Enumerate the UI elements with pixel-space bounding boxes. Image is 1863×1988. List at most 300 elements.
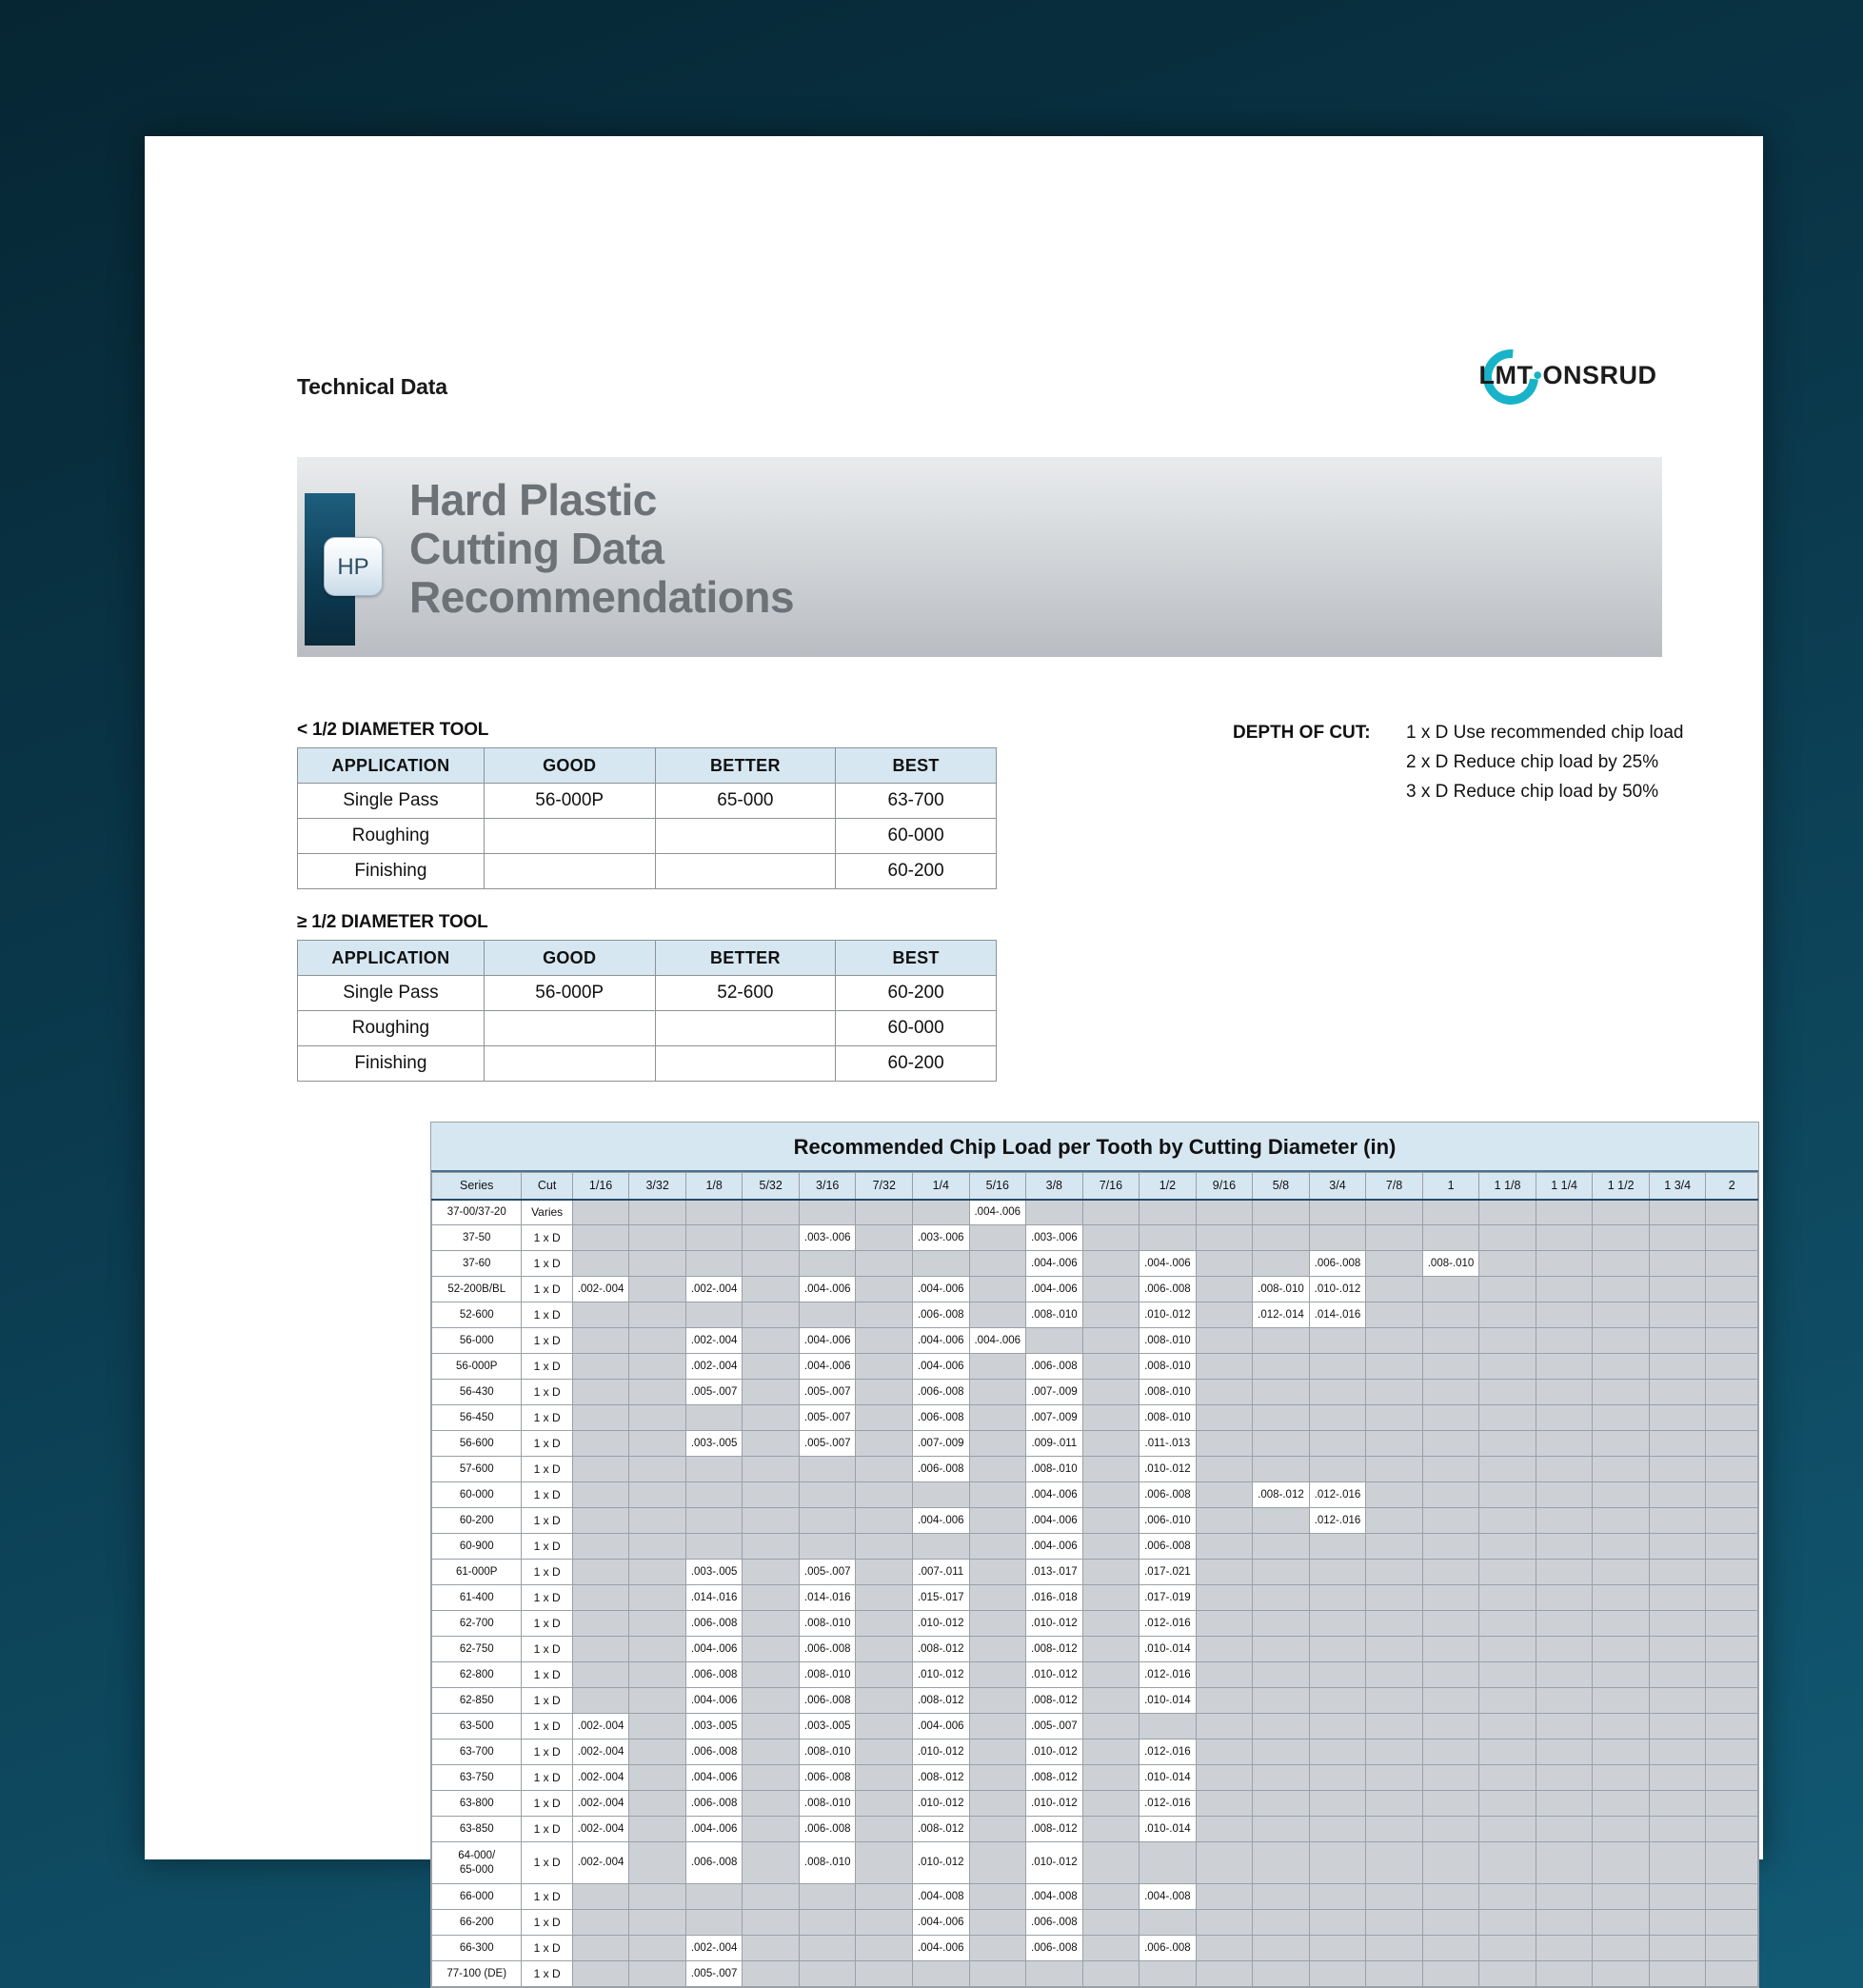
chip-load-empty-cell	[1536, 1688, 1593, 1714]
chip-load-value-cell: .004-.006	[685, 1688, 743, 1714]
chip-load-empty-cell	[1422, 1765, 1479, 1791]
chip-column-header: 1	[1422, 1173, 1479, 1200]
chip-load-empty-cell	[1196, 1740, 1253, 1765]
chip-load-empty-cell	[1253, 1405, 1310, 1431]
banner-title-line-1: Hard Plastic	[409, 475, 657, 525]
value-cell	[655, 819, 836, 854]
chip-load-empty-cell	[629, 1354, 686, 1380]
chip-load-value-cell: .006-.008	[1026, 1354, 1083, 1380]
chip-load-empty-cell	[969, 1482, 1026, 1508]
chip-load-empty-cell	[1196, 1508, 1253, 1534]
chip-load-value-cell: .008-.012	[913, 1637, 970, 1662]
chip-load-empty-cell	[1536, 1508, 1593, 1534]
chip-load-empty-cell	[856, 1585, 913, 1611]
chip-load-empty-cell	[1536, 1740, 1593, 1765]
chip-load-row	[432, 1277, 1758, 1302]
chip-load-empty-cell	[856, 1380, 913, 1405]
chip-load-empty-cell	[1479, 1508, 1536, 1534]
chip-load-empty-cell	[572, 1884, 629, 1910]
chip-load-empty-cell	[1422, 1482, 1479, 1508]
chip-load-empty-cell	[1253, 1936, 1310, 1961]
chip-load-empty-cell	[629, 1251, 686, 1277]
chip-load-empty-cell	[1479, 1457, 1536, 1482]
chip-load-value-cell: .004-.006	[913, 1910, 970, 1936]
chip-load-empty-cell	[1082, 1225, 1140, 1251]
chip-load-empty-cell	[1536, 1482, 1593, 1508]
chip-load-empty-cell	[743, 1740, 800, 1765]
chip-load-empty-cell	[685, 1225, 743, 1251]
chip-load-empty-cell	[1366, 1431, 1423, 1457]
series-cell: 66-000	[432, 1884, 522, 1910]
chip-load-empty-cell	[743, 1560, 800, 1585]
chip-load-empty-cell	[1196, 1482, 1253, 1508]
chip-load-empty-cell	[1196, 1884, 1253, 1910]
chip-load-empty-cell	[1309, 1688, 1366, 1714]
depth-of-cut-line-2: 2 x D Reduce chip load by 25%	[1406, 751, 1659, 772]
chip-load-empty-cell	[856, 1277, 913, 1302]
chip-load-empty-cell	[1593, 1200, 1650, 1225]
chip-load-value-cell: .006-.008	[913, 1405, 970, 1431]
chip-load-empty-cell	[1706, 1714, 1758, 1740]
chip-column-header: 9/16	[1196, 1173, 1253, 1200]
chip-load-empty-cell	[1706, 1791, 1758, 1817]
chip-load-empty-cell	[1082, 1714, 1140, 1740]
chip-load-value-cell: .012-.016	[1140, 1662, 1197, 1688]
chip-load-empty-cell	[1422, 1884, 1479, 1910]
cut-cell: 1 x D	[522, 1380, 572, 1405]
chip-load-empty-cell	[1366, 1225, 1423, 1251]
chip-load-empty-cell	[1196, 1961, 1253, 1987]
chip-load-empty-cell	[1536, 1714, 1593, 1740]
chip-load-empty-cell	[1082, 1457, 1140, 1482]
column-header-good: GOOD	[484, 748, 655, 784]
chip-load-empty-cell	[1253, 1884, 1310, 1910]
chip-load-empty-cell	[969, 1765, 1026, 1791]
chip-load-empty-cell	[1366, 1482, 1423, 1508]
chip-load-row	[432, 1688, 1758, 1714]
chip-load-empty-cell	[1140, 1961, 1197, 1987]
chip-load-empty-cell	[1649, 1380, 1706, 1405]
chip-load-empty-cell	[572, 1534, 629, 1560]
chip-load-empty-cell	[1026, 1200, 1083, 1225]
chip-column-header: Series	[432, 1173, 522, 1200]
chip-load-empty-cell	[629, 1457, 686, 1482]
chip-load-empty-cell	[1082, 1740, 1140, 1765]
chip-load-empty-cell	[969, 1740, 1026, 1765]
chip-load-value-cell: .012-.016	[1140, 1740, 1197, 1765]
chip-load-value-cell: .009-.011	[1026, 1431, 1083, 1457]
chip-load-empty-cell	[1309, 1200, 1366, 1225]
chip-load-empty-cell	[629, 1482, 686, 1508]
chip-column-header: 7/8	[1366, 1173, 1423, 1200]
chip-load-value-cell: .002-.004	[572, 1714, 629, 1740]
series-cell: 62-800	[432, 1662, 522, 1688]
value-cell: 56-000P	[484, 784, 655, 819]
chip-load-value-cell: .003-.005	[685, 1560, 743, 1585]
chip-load-empty-cell	[629, 1380, 686, 1405]
chip-column-header: 1 1/2	[1593, 1173, 1650, 1200]
series-cell: 56-430	[432, 1380, 522, 1405]
chip-load-empty-cell	[856, 1354, 913, 1380]
chip-load-empty-cell	[572, 1380, 629, 1405]
series-cell: 62-700	[432, 1611, 522, 1637]
chip-load-empty-cell	[1593, 1740, 1650, 1765]
chip-load-empty-cell	[743, 1302, 800, 1328]
chip-load-row	[432, 1251, 1758, 1277]
chip-load-value-cell: .004-.006	[1140, 1251, 1197, 1277]
chip-load-value-cell: .005-.007	[799, 1431, 856, 1457]
chip-load-empty-cell	[1706, 1200, 1758, 1225]
chip-load-empty-cell	[1309, 1560, 1366, 1585]
chip-load-value-cell: .004-.008	[1026, 1884, 1083, 1910]
chip-load-value-cell: .014-.016	[685, 1585, 743, 1611]
table-row	[298, 1046, 997, 1082]
chip-load-empty-cell	[1422, 1714, 1479, 1740]
chip-load-row	[432, 1302, 1758, 1328]
chip-load-empty-cell	[969, 1884, 1026, 1910]
table-row	[298, 1011, 997, 1046]
chip-load-empty-cell	[1649, 1740, 1706, 1765]
chip-load-value-cell: .004-.006	[685, 1817, 743, 1842]
value-cell	[655, 854, 836, 889]
chip-load-empty-cell	[1082, 1302, 1140, 1328]
chip-load-value-cell: .004-.008	[1140, 1884, 1197, 1910]
chip-load-empty-cell	[743, 1662, 800, 1688]
chip-load-empty-cell	[1196, 1225, 1253, 1251]
chip-load-empty-cell	[1309, 1817, 1366, 1842]
chip-load-value-cell: .005-.007	[685, 1961, 743, 1987]
chip-load-empty-cell	[629, 1534, 686, 1560]
logo-text-onsrud: ONSRUD	[1542, 361, 1657, 389]
chip-load-value-cell: .003-.006	[1026, 1225, 1083, 1251]
chip-load-empty-cell	[1649, 1251, 1706, 1277]
chip-load-empty-cell	[1593, 1961, 1650, 1987]
chip-load-empty-cell	[1593, 1482, 1650, 1508]
chip-load-value-cell: .016-.018	[1026, 1585, 1083, 1611]
chip-load-empty-cell	[1309, 1431, 1366, 1457]
chip-load-empty-cell	[743, 1961, 800, 1987]
value-cell: 52-600	[655, 976, 836, 1011]
chip-load-empty-cell	[1253, 1842, 1310, 1884]
chip-load-value-cell: .004-.006	[913, 1936, 970, 1961]
chip-load-empty-cell	[1422, 1328, 1479, 1354]
chip-load-empty-cell	[1593, 1637, 1650, 1662]
chip-load-empty-cell	[969, 1817, 1026, 1842]
chip-load-empty-cell	[856, 1842, 913, 1884]
chip-load-empty-cell	[1593, 1791, 1650, 1817]
value-cell: 60-200	[836, 854, 997, 889]
chip-load-empty-cell	[969, 1961, 1026, 1987]
chip-load-empty-cell	[572, 1251, 629, 1277]
chip-load-value-cell: .002-.004	[572, 1817, 629, 1842]
chip-load-empty-cell	[743, 1936, 800, 1961]
chip-load-empty-cell	[1196, 1405, 1253, 1431]
chip-load-empty-cell	[572, 1482, 629, 1508]
chip-load-empty-cell	[969, 1380, 1026, 1405]
chip-load-value-cell: .003-.006	[799, 1225, 856, 1251]
chip-load-empty-cell	[1253, 1637, 1310, 1662]
chip-load-row	[432, 1714, 1758, 1740]
chip-load-empty-cell	[1479, 1585, 1536, 1611]
chip-load-empty-cell	[743, 1910, 800, 1936]
chip-load-empty-cell	[1422, 1842, 1479, 1884]
value-cell	[655, 1046, 836, 1082]
cut-cell: 1 x D	[522, 1740, 572, 1765]
column-header-application: APPLICATION	[298, 941, 485, 976]
chip-load-empty-cell	[1196, 1277, 1253, 1302]
chip-load-empty-cell	[856, 1637, 913, 1662]
chip-load-row	[432, 1328, 1758, 1354]
chip-load-row	[432, 1560, 1758, 1585]
chip-load-empty-cell	[856, 1961, 913, 1987]
chip-column-header: 3/32	[629, 1173, 686, 1200]
chip-load-empty-cell	[799, 1961, 856, 1987]
chip-load-empty-cell	[1649, 1611, 1706, 1637]
chip-load-row	[432, 1842, 1758, 1884]
chip-load-empty-cell	[743, 1405, 800, 1431]
chip-load-empty-cell	[1706, 1431, 1758, 1457]
series-cell: 56-000P	[432, 1354, 522, 1380]
chip-load-empty-cell	[629, 1765, 686, 1791]
chip-load-empty-cell	[1196, 1380, 1253, 1405]
chip-load-value-cell: .004-.006	[913, 1328, 970, 1354]
document-page	[145, 136, 1763, 1980]
chip-load-value-cell: .014-.016	[1309, 1302, 1366, 1328]
chip-column-header: 3/4	[1309, 1173, 1366, 1200]
chip-load-empty-cell	[1593, 1585, 1650, 1611]
chip-load-empty-cell	[1253, 1910, 1310, 1936]
chip-load-value-cell: .010-.012	[1140, 1457, 1197, 1482]
chip-load-value-cell: .014-.016	[799, 1585, 856, 1611]
application-cell: Roughing	[298, 1011, 485, 1046]
chip-load-empty-cell	[629, 1431, 686, 1457]
chip-load-empty-cell	[1593, 1277, 1650, 1302]
chip-load-empty-cell	[1649, 1910, 1706, 1936]
chip-load-empty-cell	[1422, 1354, 1479, 1380]
chip-load-empty-cell	[1479, 1714, 1536, 1740]
chip-load-empty-cell	[856, 1910, 913, 1936]
chip-load-empty-cell	[913, 1482, 970, 1508]
chip-load-empty-cell	[1366, 1328, 1423, 1354]
chip-load-empty-cell	[1422, 1405, 1479, 1431]
chip-load-value-cell: .010-.012	[1026, 1611, 1083, 1637]
chip-load-empty-cell	[1082, 1936, 1140, 1961]
chip-load-empty-cell	[799, 1251, 856, 1277]
chip-load-value-cell: .004-.006	[1026, 1251, 1083, 1277]
chip-load-empty-cell	[1196, 1714, 1253, 1740]
chip-column-header: 1/16	[572, 1173, 629, 1200]
chip-load-empty-cell	[1536, 1936, 1593, 1961]
column-header-best: BEST	[836, 941, 997, 976]
chip-load-value-cell: .006-.008	[1140, 1482, 1197, 1508]
chip-load-empty-cell	[629, 1225, 686, 1251]
chip-column-header: Cut	[522, 1173, 572, 1200]
chip-load-empty-cell	[743, 1508, 800, 1534]
chip-load-empty-cell	[856, 1791, 913, 1817]
chip-load-empty-cell	[799, 1457, 856, 1482]
chip-load-value-cell: .006-.008	[799, 1688, 856, 1714]
chip-load-empty-cell	[856, 1431, 913, 1457]
chip-load-empty-cell	[1649, 1354, 1706, 1380]
chip-load-value-cell: .006-.008	[1140, 1936, 1197, 1961]
series-cell: 77-100 (DE)	[432, 1961, 522, 1987]
chip-load-empty-cell	[1366, 1637, 1423, 1662]
chip-load-empty-cell	[913, 1534, 970, 1560]
chip-load-empty-cell	[1479, 1611, 1536, 1637]
cut-cell: 1 x D	[522, 1405, 572, 1431]
chip-load-empty-cell	[743, 1251, 800, 1277]
chip-load-row	[432, 1354, 1758, 1380]
chip-load-empty-cell	[1479, 1380, 1536, 1405]
chip-load-value-cell: .011-.013	[1140, 1431, 1197, 1457]
chip-load-empty-cell	[1649, 1482, 1706, 1508]
chip-load-table	[431, 1172, 1758, 1987]
chip-load-empty-cell	[799, 1884, 856, 1910]
chip-load-empty-cell	[1479, 1662, 1536, 1688]
chip-load-empty-cell	[629, 1910, 686, 1936]
chip-load-empty-cell	[1422, 1200, 1479, 1225]
chip-load-empty-cell	[969, 1662, 1026, 1688]
chip-load-empty-cell	[1082, 1817, 1140, 1842]
chip-load-empty-cell	[856, 1936, 913, 1961]
depth-of-cut-line-1: 1 x D Use recommended chip load	[1406, 723, 1684, 743]
chip-load-empty-cell	[1649, 1534, 1706, 1560]
chip-load-empty-cell	[1479, 1225, 1536, 1251]
cut-cell: 1 x D	[522, 1842, 572, 1884]
application-cell: Single Pass	[298, 976, 485, 1011]
chip-load-empty-cell	[1082, 1277, 1140, 1302]
hp-badge	[324, 537, 383, 596]
chip-load-value-cell: .008-.012	[1026, 1637, 1083, 1662]
chip-load-value-cell: .008-.012	[913, 1817, 970, 1842]
application-cell: Finishing	[298, 854, 485, 889]
section-label-over-half: ≥ 1/2 DIAMETER TOOL	[297, 912, 488, 932]
chip-load-empty-cell	[913, 1961, 970, 1987]
chip-column-header: 5/16	[969, 1173, 1026, 1200]
chip-load-empty-cell	[629, 1405, 686, 1431]
logo-text-lmt: LMT	[1478, 361, 1534, 389]
series-cell: 57-600	[432, 1457, 522, 1482]
chip-load-empty-cell	[1082, 1560, 1140, 1585]
chip-load-empty-cell	[743, 1380, 800, 1405]
chip-load-empty-cell	[1593, 1328, 1650, 1354]
chip-load-empty-cell	[572, 1688, 629, 1714]
chip-load-empty-cell	[856, 1508, 913, 1534]
chip-load-empty-cell	[1196, 1585, 1253, 1611]
chip-load-empty-cell	[1309, 1740, 1366, 1765]
chip-load-empty-cell	[1649, 1225, 1706, 1251]
chip-load-empty-cell	[743, 1884, 800, 1910]
chip-load-empty-cell	[1536, 1431, 1593, 1457]
chip-load-empty-cell	[1196, 1688, 1253, 1714]
depth-of-cut-label: DEPTH OF CUT:	[1233, 723, 1371, 743]
series-cell: 52-600	[432, 1302, 522, 1328]
document-header	[145, 136, 1763, 327]
cut-cell: 1 x D	[522, 1791, 572, 1817]
series-cell: 62-750	[432, 1637, 522, 1662]
chip-load-value-cell: .006-.008	[1309, 1251, 1366, 1277]
chip-load-value-cell: .004-.006	[969, 1328, 1026, 1354]
chip-load-empty-cell	[969, 1431, 1026, 1457]
application-cell: Single Pass	[298, 784, 485, 819]
chip-load-empty-cell	[1309, 1936, 1366, 1961]
chip-load-empty-cell	[743, 1637, 800, 1662]
chip-load-empty-cell	[1196, 1637, 1253, 1662]
chip-load-empty-cell	[1536, 1302, 1593, 1328]
chip-load-empty-cell	[1706, 1405, 1758, 1431]
chip-load-empty-cell	[1366, 1884, 1423, 1910]
chip-load-empty-cell	[572, 1457, 629, 1482]
cut-cell: 1 x D	[522, 1688, 572, 1714]
chip-load-value-cell: .006-.008	[913, 1380, 970, 1405]
chip-load-empty-cell	[1706, 1225, 1758, 1251]
chip-load-empty-cell	[1309, 1405, 1366, 1431]
chip-load-empty-cell	[856, 1765, 913, 1791]
chip-load-empty-cell	[1196, 1817, 1253, 1842]
chip-load-empty-cell	[1196, 1328, 1253, 1354]
chip-load-empty-cell	[1536, 1884, 1593, 1910]
cut-cell: 1 x D	[522, 1302, 572, 1328]
chip-load-empty-cell	[799, 1910, 856, 1936]
table-row	[298, 819, 997, 854]
cut-cell: 1 x D	[522, 1817, 572, 1842]
chip-load-empty-cell	[1706, 1251, 1758, 1277]
chip-load-empty-cell	[1082, 1611, 1140, 1637]
chip-load-value-cell: .007-.009	[913, 1431, 970, 1457]
chip-load-empty-cell	[1253, 1817, 1310, 1842]
chip-load-empty-cell	[1366, 1585, 1423, 1611]
chip-load-empty-cell	[1422, 1277, 1479, 1302]
chip-load-empty-cell	[1649, 1302, 1706, 1328]
chip-load-empty-cell	[1422, 1611, 1479, 1637]
chip-load-empty-cell	[1309, 1884, 1366, 1910]
column-header-application: APPLICATION	[298, 748, 485, 784]
chip-load-empty-cell	[1082, 1251, 1140, 1277]
chip-load-empty-cell	[799, 1508, 856, 1534]
chip-load-empty-cell	[1536, 1637, 1593, 1662]
chip-load-value-cell: .004-.006	[685, 1765, 743, 1791]
chip-load-empty-cell	[1649, 1508, 1706, 1534]
chip-load-empty-cell	[856, 1328, 913, 1354]
chip-load-empty-cell	[1082, 1534, 1140, 1560]
chip-load-empty-cell	[1479, 1765, 1536, 1791]
chip-load-empty-cell	[856, 1714, 913, 1740]
chip-load-empty-cell	[1196, 1200, 1253, 1225]
chip-load-value-cell: .012-.016	[1309, 1482, 1366, 1508]
chip-load-empty-cell	[685, 1405, 743, 1431]
table-row	[298, 784, 997, 819]
chip-load-value-cell: .007-.009	[1026, 1380, 1083, 1405]
chip-load-value-cell: .008-.012	[1026, 1688, 1083, 1714]
chip-column-header: 1/8	[685, 1173, 743, 1200]
chip-load-empty-cell	[743, 1817, 800, 1842]
chip-load-empty-cell	[969, 1688, 1026, 1714]
chip-load-empty-cell	[1536, 1225, 1593, 1251]
chip-load-empty-cell	[969, 1457, 1026, 1482]
chip-load-value-cell: .002-.004	[685, 1936, 743, 1961]
chip-load-empty-cell	[1536, 1277, 1593, 1302]
series-cell: 61-000P	[432, 1560, 522, 1585]
chip-load-empty-cell	[1253, 1380, 1310, 1405]
series-cell: 66-200	[432, 1910, 522, 1936]
chip-load-empty-cell	[743, 1714, 800, 1740]
chip-load-empty-cell	[1706, 1910, 1758, 1936]
logo-dot-icon: •	[1533, 361, 1543, 389]
chip-load-empty-cell	[1479, 1910, 1536, 1936]
chip-load-value-cell: .008-.010	[1140, 1328, 1197, 1354]
depth-of-cut-line-3: 3 x D Reduce chip load by 50%	[1406, 781, 1659, 802]
chip-load-empty-cell	[629, 1714, 686, 1740]
